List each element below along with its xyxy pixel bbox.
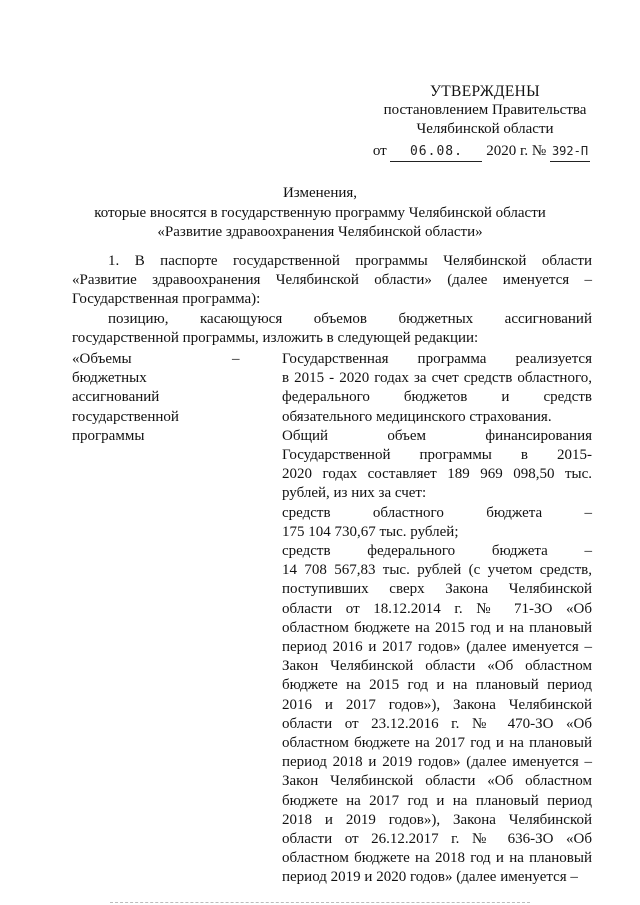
- right-line: Закон Челябинской области «Об областном: [282, 773, 592, 790]
- paragraph-1-line-1: 1. В паспорте государственной программы Челябинской области: [108, 253, 592, 269]
- paragraph-2-line-1: позицию, касающуюся объемов бюджетных ассигнований: [108, 310, 592, 327]
- right-line: период 2016 и 2017 годов» (далее именуется –: [282, 639, 592, 656]
- right-line: период 2019 и 2020 годов» (далее именуется –: [282, 869, 578, 886]
- left-line: бюджетных: [72, 370, 147, 387]
- right-line: рублей, из них за счет:: [282, 485, 427, 502]
- date-blank: [390, 142, 482, 162]
- paragraph-2-line-2: государственной программы, изложить в следующей редакции:: [72, 329, 479, 346]
- right-line: 2018 и 2019 годов»), Закона Челябинской: [282, 811, 592, 828]
- right-line: областном бюджете на 2015 год и на плановый: [282, 619, 592, 636]
- right-line: 2016 и 2017 годов»), Закона Челябинской: [282, 696, 592, 713]
- footer-rule: [110, 902, 530, 903]
- left-lines: [72, 350, 232, 446]
- year-text: 2020 г. №: [486, 142, 547, 159]
- heading-line-2: которые вносятся в государственную программу Челябинской области: [94, 204, 546, 221]
- right-line: бюджете на 2015 год и на плановый период: [282, 677, 592, 694]
- right-line: 175 104 730,67 тыс. рублей;: [282, 523, 459, 540]
- approval-line-2: Челябинской области: [416, 121, 554, 138]
- right-line: области от 26.12.2017 г. № 636-ЗО «Об: [282, 831, 592, 848]
- right-line: федерального бюджетов и средств: [282, 389, 592, 406]
- right-line: области от 18.12.2014 г. № 71-ЗО «Об: [282, 600, 592, 617]
- left-line: государственной: [72, 408, 179, 425]
- left-line: «Объемы: [72, 351, 132, 367]
- left-dash: –: [232, 351, 240, 367]
- table-right-column: [282, 350, 592, 888]
- heading-line-1: Изменения,: [282, 185, 358, 201]
- right-line: Государственной программы в 2015-: [282, 447, 592, 464]
- paragraph-1-line-2: «Развитие здравоохранения Челябинской области» (далее именуется –: [72, 272, 592, 289]
- left-line: ассигнований: [72, 389, 160, 406]
- right-line: Закон Челябинской области «Об областном: [282, 658, 592, 675]
- paragraph-1-line-3: Государственная программа):: [72, 291, 261, 308]
- number-blank: [550, 142, 590, 162]
- body-text: [72, 252, 592, 348]
- right-line: в 2015 - 2020 годах за счет средств областного,: [282, 370, 592, 387]
- date-prefix: от: [372, 142, 387, 159]
- document-heading: [60, 184, 580, 243]
- right-line: Общий объем финансирования: [282, 427, 592, 444]
- right-line: области от 23.12.2016 г. № 470-ЗО «Об: [282, 715, 592, 732]
- right-line: обязательного медицинского страхования.: [282, 408, 552, 425]
- approval-title: УТВЕРЖДЕНЫ: [430, 83, 540, 100]
- right-line: 14 708 567,83 тыс. рублей (с учетом средств,: [282, 562, 592, 579]
- right-line: областном бюджете на 2017 год и на плановый: [282, 735, 592, 752]
- approval-line-1: постановлением Правительства: [383, 102, 587, 119]
- right-line: Государственная программа реализуется: [282, 351, 592, 367]
- right-line: областном бюджете на 2018 год и на плановый: [282, 850, 592, 867]
- table-left-column: [72, 350, 240, 446]
- heading-line-3: «Развитие здравоохранения Челябинской области»: [157, 224, 483, 240]
- right-line: средств областного бюджета –: [282, 504, 592, 521]
- right-line: бюджете на 2017 год и на плановый период: [282, 792, 592, 809]
- left-line: программы: [72, 427, 145, 444]
- right-line: период 2018 и 2019 годов» (далее именуется –: [282, 754, 592, 771]
- right-line: 2020 годах составляет 189 969 098,50 тыс.: [282, 466, 592, 483]
- right-line: средств федерального бюджета –: [282, 543, 592, 560]
- right-line: поступивших сверх Закона Челябинской: [282, 581, 592, 598]
- handwritten-date: 06.08.: [409, 143, 463, 159]
- approval-date-row: [360, 142, 610, 162]
- handwritten-number: 392-П: [551, 143, 589, 158]
- approval-stamp: [360, 82, 610, 162]
